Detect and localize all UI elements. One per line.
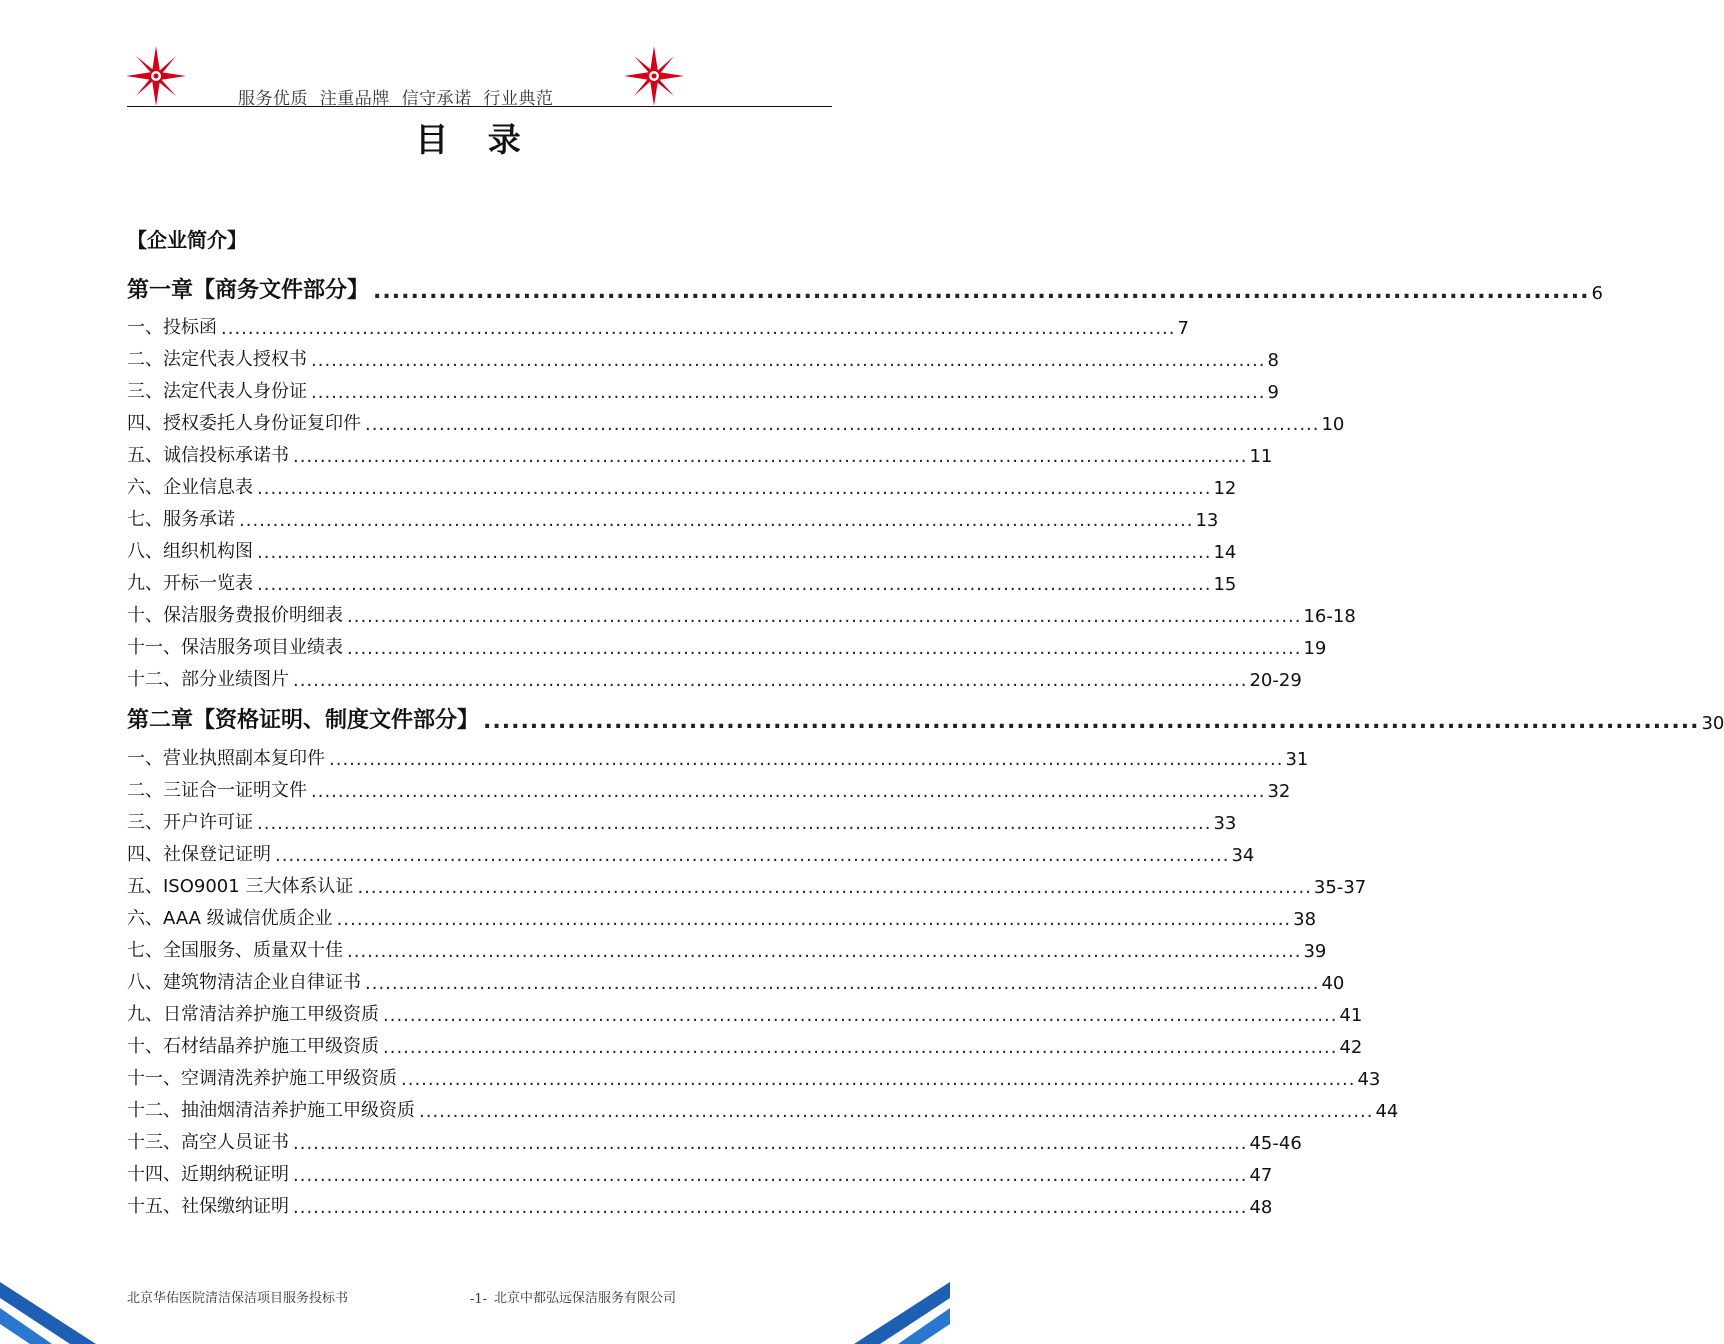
toc-page-number: 41: [1339, 1005, 1363, 1026]
dot-leader: ..............................................................................................................................................: [311, 350, 1266, 371]
toc-label: 二、三证合一证明文件: [127, 780, 307, 801]
toc-page-number: 15: [1213, 574, 1237, 595]
dot-leader: ..................................................................................................................................: [483, 709, 1700, 734]
toc-page-number: 16-18: [1303, 606, 1356, 627]
toc-page-number: 31: [1285, 749, 1309, 770]
dot-leader: ..............................................................................................................................................: [311, 781, 1266, 802]
toc-label: 八、组织机构图: [127, 541, 253, 562]
toc-page-number: 32: [1267, 781, 1291, 802]
toc-item[interactable]: [127, 772, 1291, 802]
toc-item[interactable]: [127, 341, 1279, 371]
toc-page-number: 12: [1213, 478, 1237, 499]
dot-leader: ..............................................................................................................................................: [293, 1165, 1248, 1186]
toc-page-number: 11: [1249, 446, 1273, 467]
dot-leader: ..............................................................................................................................................: [257, 574, 1212, 595]
dot-leader: ..............................................................................................................................................: [336, 909, 1292, 930]
dot-leader: ..............................................................................................................................................: [257, 542, 1212, 563]
toc-page-number: 7: [1177, 318, 1189, 339]
toc-page-number: 30: [1701, 713, 1724, 734]
dot-leader: ..............................................................................................................................................: [311, 382, 1266, 403]
toc-label: 五、诚信投标承诺书: [127, 445, 289, 466]
red-compass-star-icon: [124, 44, 188, 108]
toc-item[interactable]: [127, 1028, 1363, 1058]
toc-chapter-2[interactable]: [127, 700, 1724, 734]
dot-leader: ..............................................................................................................................................: [257, 813, 1212, 834]
toc-item[interactable]: [127, 1092, 1399, 1122]
dot-leader: ..............................................................................................................................................: [347, 606, 1302, 627]
toc-label: 二、法定代表人授权书: [127, 349, 307, 370]
toc-item[interactable]: [127, 469, 1237, 499]
dot-leader: ..............................................................................................................................................: [365, 414, 1320, 435]
toc-item[interactable]: [127, 1188, 1273, 1218]
toc-page-number: 8: [1267, 350, 1279, 371]
toc-item[interactable]: [127, 996, 1363, 1026]
toc-label: 三、开户许可证: [127, 812, 253, 833]
toc-item[interactable]: [127, 964, 1345, 994]
toc-page-number: 44: [1375, 1101, 1399, 1122]
toc-label: 七、服务承诺: [127, 509, 235, 530]
toc-item[interactable]: [127, 661, 1302, 691]
dot-leader: ..............................................................................................................................................: [221, 318, 1176, 339]
toc-page-number: 34: [1231, 845, 1255, 866]
dot-leader: ..............................................................................................................................................: [239, 510, 1194, 531]
blue-corner-stripe-icon: [0, 1264, 110, 1344]
toc-label: 八、建筑物清洁企业自律证书: [127, 972, 361, 993]
toc-item[interactable]: [127, 533, 1237, 563]
toc-label: 四、社保登记证明: [127, 844, 271, 865]
toc-item[interactable]: [127, 629, 1327, 659]
dot-leader: ..............................................................................................................................................: [419, 1101, 1374, 1122]
footer-company-name: 北京中都弘远保洁服务有限公司: [494, 1291, 677, 1306]
toc-item[interactable]: [127, 405, 1345, 435]
dot-leader: ..............................................................................................................................................: [365, 973, 1320, 994]
toc-label: 十一、保洁服务项目业绩表: [127, 637, 343, 658]
toc-page-number: 19: [1303, 638, 1327, 659]
dot-leader: ..............................................................................................................................................: [347, 638, 1302, 659]
toc-item[interactable]: [127, 900, 1317, 930]
toc-label: 十、保洁服务费报价明细表: [127, 605, 343, 626]
toc-label: 四、授权委托人身份证复印件: [127, 413, 361, 434]
toc-page-number: 43: [1357, 1069, 1381, 1090]
dot-leader: ..............................................................................................................................................: [293, 446, 1248, 467]
toc-page-number: 45-46: [1249, 1133, 1302, 1154]
toc-label: 十、石材结晶养护施工甲级资质: [127, 1036, 379, 1057]
footer-page-number: -1-: [470, 1292, 488, 1307]
blue-corner-stripe-icon: [840, 1264, 950, 1344]
toc-item[interactable]: [127, 868, 1367, 898]
toc-label: 十二、抽油烟清洁养护施工甲级资质: [127, 1100, 415, 1121]
toc-item[interactable]: [127, 932, 1327, 962]
toc-item[interactable]: [127, 1060, 1381, 1090]
dot-leader: ..............................................................................................................................................: [275, 845, 1230, 866]
toc-item[interactable]: [127, 309, 1189, 339]
toc-label: 十五、社保缴纳证明: [127, 1196, 289, 1217]
toc-item[interactable]: [127, 740, 1309, 770]
dot-leader: ..............................................................................................................................................: [293, 670, 1248, 691]
footer-document-title: 北京华佑医院清洁保洁项目服务投标书: [127, 1291, 349, 1306]
dot-leader: ..............................................................................................................................................: [383, 1037, 1338, 1058]
page-title: 目 录: [415, 120, 535, 159]
toc-intro-entry[interactable]: 【企业简介】: [127, 228, 247, 252]
toc-label: 十一、空调清洗养护施工甲级资质: [127, 1068, 397, 1089]
toc-page-number: 9: [1267, 382, 1279, 403]
header-slogan: 服务优质 注重品牌 信守承诺 行业典范: [238, 89, 554, 109]
toc-label: 一、投标函: [127, 317, 217, 338]
toc-item[interactable]: [127, 804, 1237, 834]
toc-label: 九、日常清洁养护施工甲级资质: [127, 1004, 379, 1025]
dot-leader: ..............................................................................................................................................: [293, 1197, 1248, 1218]
toc-label: 十四、近期纳税证明: [127, 1164, 289, 1185]
toc-page-number: 10: [1321, 414, 1345, 435]
toc-label: 一、营业执照副本复印件: [127, 748, 325, 769]
dot-leader: ..............................................................................................................................................: [357, 877, 1312, 898]
toc-item[interactable]: [127, 437, 1273, 467]
toc-page-number: 13: [1195, 510, 1219, 531]
toc-page-number: 35-37: [1313, 877, 1367, 898]
toc-page-number: 20-29: [1249, 670, 1302, 691]
dot-leader: ..............................................................................................................................................: [257, 478, 1212, 499]
toc-label: 六、AAA 级诚信优质企业: [127, 908, 333, 929]
toc-item[interactable]: [127, 1124, 1302, 1154]
dot-leader: ..............................................................................................................................................: [329, 749, 1284, 770]
toc-label: 五、ISO9001 三大体系认证: [127, 876, 354, 897]
toc-label: 七、全国服务、质量双十佳: [127, 940, 343, 961]
toc-page-number: 33: [1213, 813, 1237, 834]
toc-label: 第一章【商务文件部分】: [127, 278, 370, 303]
toc-page-number: 40: [1321, 973, 1345, 994]
dot-leader: ..............................................................................................................................................: [401, 1069, 1356, 1090]
dot-leader: ..............................................................................................................................................: [383, 1005, 1338, 1026]
toc-label: 十二、部分业绩图片: [127, 669, 289, 690]
toc-page-number: 38: [1293, 909, 1317, 930]
toc-chapter-1[interactable]: [127, 270, 1603, 304]
header-divider: [127, 106, 832, 107]
toc-item[interactable]: [127, 373, 1279, 403]
toc-label: 九、开标一览表: [127, 573, 253, 594]
toc-page-number: 48: [1249, 1197, 1273, 1218]
dot-leader: ..............................................................................................................................................: [347, 941, 1302, 962]
toc-label: 十三、高空人员证书: [127, 1132, 289, 1153]
dot-leader: ..................................................................................................................................: [373, 279, 1590, 304]
toc-item[interactable]: [127, 1156, 1273, 1186]
toc-item[interactable]: [127, 597, 1356, 627]
toc-label: 六、企业信息表: [127, 477, 253, 498]
toc-page-number: 6: [1591, 283, 1603, 304]
toc-label: 第二章【资格证明、制度文件部分】: [127, 708, 480, 733]
toc-page-number: 47: [1249, 1165, 1273, 1186]
dot-leader: ..............................................................................................................................................: [293, 1133, 1248, 1154]
toc-item[interactable]: [127, 565, 1237, 595]
toc-page-number: 14: [1213, 542, 1237, 563]
red-compass-star-icon: [622, 44, 686, 108]
toc-item[interactable]: [127, 501, 1219, 531]
toc-label: 三、法定代表人身份证: [127, 381, 307, 402]
toc-page-number: 39: [1303, 941, 1327, 962]
toc-item[interactable]: [127, 836, 1255, 866]
toc-page-number: 42: [1339, 1037, 1363, 1058]
